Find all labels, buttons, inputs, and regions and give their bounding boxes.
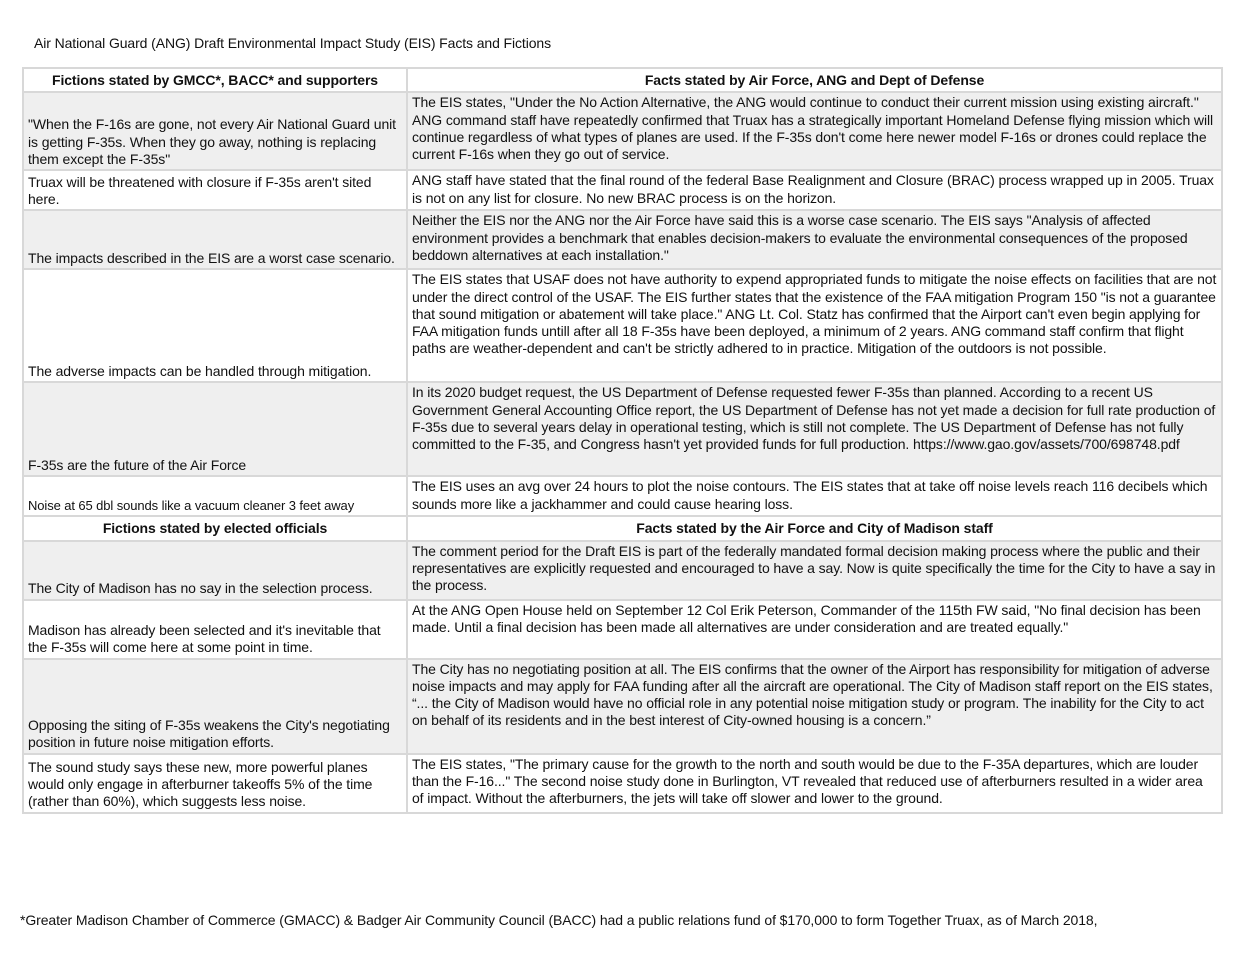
facts-column-header: Facts stated by Air Force, ANG and Dept of Defense	[407, 68, 1222, 92]
fiction-cell: The adverse impacts can be handled through mitigation.	[23, 269, 407, 382]
fiction-cell: Madison has already been selected and it's inevitable that the F-35s will come here at some point in time.	[23, 600, 407, 659]
table-row	[23, 600, 1222, 659]
fiction-cell: The City of Madison has no say in the selection process.	[23, 541, 407, 600]
fiction-cell: Truax will be threatened with closure if F-35s aren't sited here.	[23, 170, 407, 210]
fiction-cell: F-35s are the future of the Air Force	[23, 382, 407, 476]
fiction-cell: Noise at 65 dbl sounds like a vacuum cleaner 3 feet away	[23, 476, 407, 516]
table-row	[23, 541, 1222, 600]
fiction-cell: "When the F-16s are gone, not every Air National Guard unit is getting F-35s. When they go away, nothing is replacing them except the F-35s"	[23, 92, 407, 170]
fictions-column-header: Fictions stated by GMCC*, BACC* and supporters	[23, 68, 407, 92]
table-row	[23, 476, 1222, 516]
fact-cell: Neither the EIS nor the ANG nor the Air Force have said this is a worse case scenario. The EIS says "Analysis of affected environment provides a benchmark that enables decision-makers to evaluate the environmental consequences of the proposed beddown alternatives at each installation."	[407, 210, 1222, 269]
fact-cell: The EIS states, "The primary cause for the growth to the north and south would be due to the F-35A departures, which are louder than the F-16..." The second noise study done in Burlington, VT revealed that reduced use of afterburners resulted in a wider area of impact. Without the afterburners, the jets will take off slower and lower to the ground.	[407, 754, 1222, 813]
fact-cell: The City has no negotiating position at all. The EIS confirms that the owner of the Airport has responsibility for mitigation of adverse noise impacts and may apply for FAA funding after all the aircraft are operational. The City of Madison staff report on the EIS states, “... the City of Madison would have no official role in any potential noise mitigation study or program. The inability for the City to act on behalf of its residents and in the best interest of City-owned housing is a concern.”	[407, 659, 1222, 754]
table-section-header-row	[23, 516, 1222, 540]
fictions-column-header: Fictions stated by elected officials	[23, 516, 407, 540]
facts-column-header: Facts stated by the Air Force and City of Madison staff	[407, 516, 1222, 540]
table-row	[23, 92, 1222, 170]
fiction-cell: The impacts described in the EIS are a worst case scenario.	[23, 210, 407, 269]
fact-cell: At the ANG Open House held on September 12 Col Erik Peterson, Commander of the 115th FW said, "No final decision has been made. Until a final decision has been made all alternatives are under consideration and are treated equally."	[407, 600, 1222, 659]
table-row	[23, 170, 1222, 210]
table-header-row	[23, 68, 1222, 92]
fact-cell: The EIS uses an avg over 24 hours to plot the noise contours. The EIS states that at take off noise levels reach 116 decibels which sounds more like a jackhammer and could cause hearing loss.	[407, 476, 1222, 516]
fact-cell: ANG staff have stated that the final round of the federal Base Realignment and Closure (BRAC) process wrapped up in 2005. Truax is not on any list for closure. No new BRAC process is on the horizon.	[407, 170, 1222, 210]
footnote: *Greater Madison Chamber of Commerce (GMACC) & Badger Air Community Council (BACC) had a public relations fund of $170,000 to form Together Truax, as of March 2018,	[20, 912, 1098, 928]
fiction-cell: Opposing the siting of F-35s weakens the City's negotiating position in future noise mitigation efforts.	[23, 659, 407, 754]
table-row	[23, 382, 1222, 476]
fiction-cell: The sound study says these new, more powerful planes would only engage in afterburner takeoffs 5% of the time (rather than 60%), which suggests less noise.	[23, 754, 407, 813]
table-row	[23, 210, 1222, 269]
table-row	[23, 754, 1222, 813]
table-row	[23, 659, 1222, 754]
document-title: Air National Guard (ANG) Draft Environmental Impact Study (EIS) Facts and Fictions	[34, 35, 551, 51]
fact-cell: In its 2020 budget request, the US Department of Defense requested fewer F-35s than planned. According to a recent US Government General Accounting Office report, the US Department of Defense has not yet made a decision for full rate production of F-35s due to several years delay in operational testing, which is still not complete. The US Department of Defense has not fully committed to the F-35, and Congress hasn't yet provided funds for full production. https://www.gao.gov/assets/700/698748.pdf	[407, 382, 1222, 476]
fact-cell: The EIS states, "Under the No Action Alternative, the ANG would continue to conduct their current mission using existing aircraft." ANG command staff have repeatedly confirmed that Truax has a strategically important Homeland Defense flying mission which will continue regardless of what types of planes are used. If the F-35s don't come here newer model F-16s or drones could replace the current F-16s when they go out of service.	[407, 92, 1222, 170]
table-row	[23, 269, 1222, 382]
fact-cell: The comment period for the Draft EIS is part of the federally mandated formal decision making process where the public and their representatives are explicitly requested and encouraged to have a say. Now is quite specifically the time for the City to have a say in the process.	[407, 541, 1222, 600]
facts-fictions-table	[22, 67, 1223, 814]
fact-cell: The EIS states that USAF does not have authority to expend appropriated funds to mitigate the noise effects on facilities that are not under the direct control of the USAF. The EIS further states that the existence of the FAA mitigation Program 150 "is not a guarantee that sound mitigation or abatement will take place." ANG Lt. Col. Statz has confirmed that the Airport can't even begin applying for FAA mitigation funds untill after all 18 F-35s have been deployed, a minimum of 2 years. ANG command staff confirm that flight paths are weather-dependent and can't be strictly adhered to in practice. Mitigation of the outdoors is not possible.	[407, 269, 1222, 382]
